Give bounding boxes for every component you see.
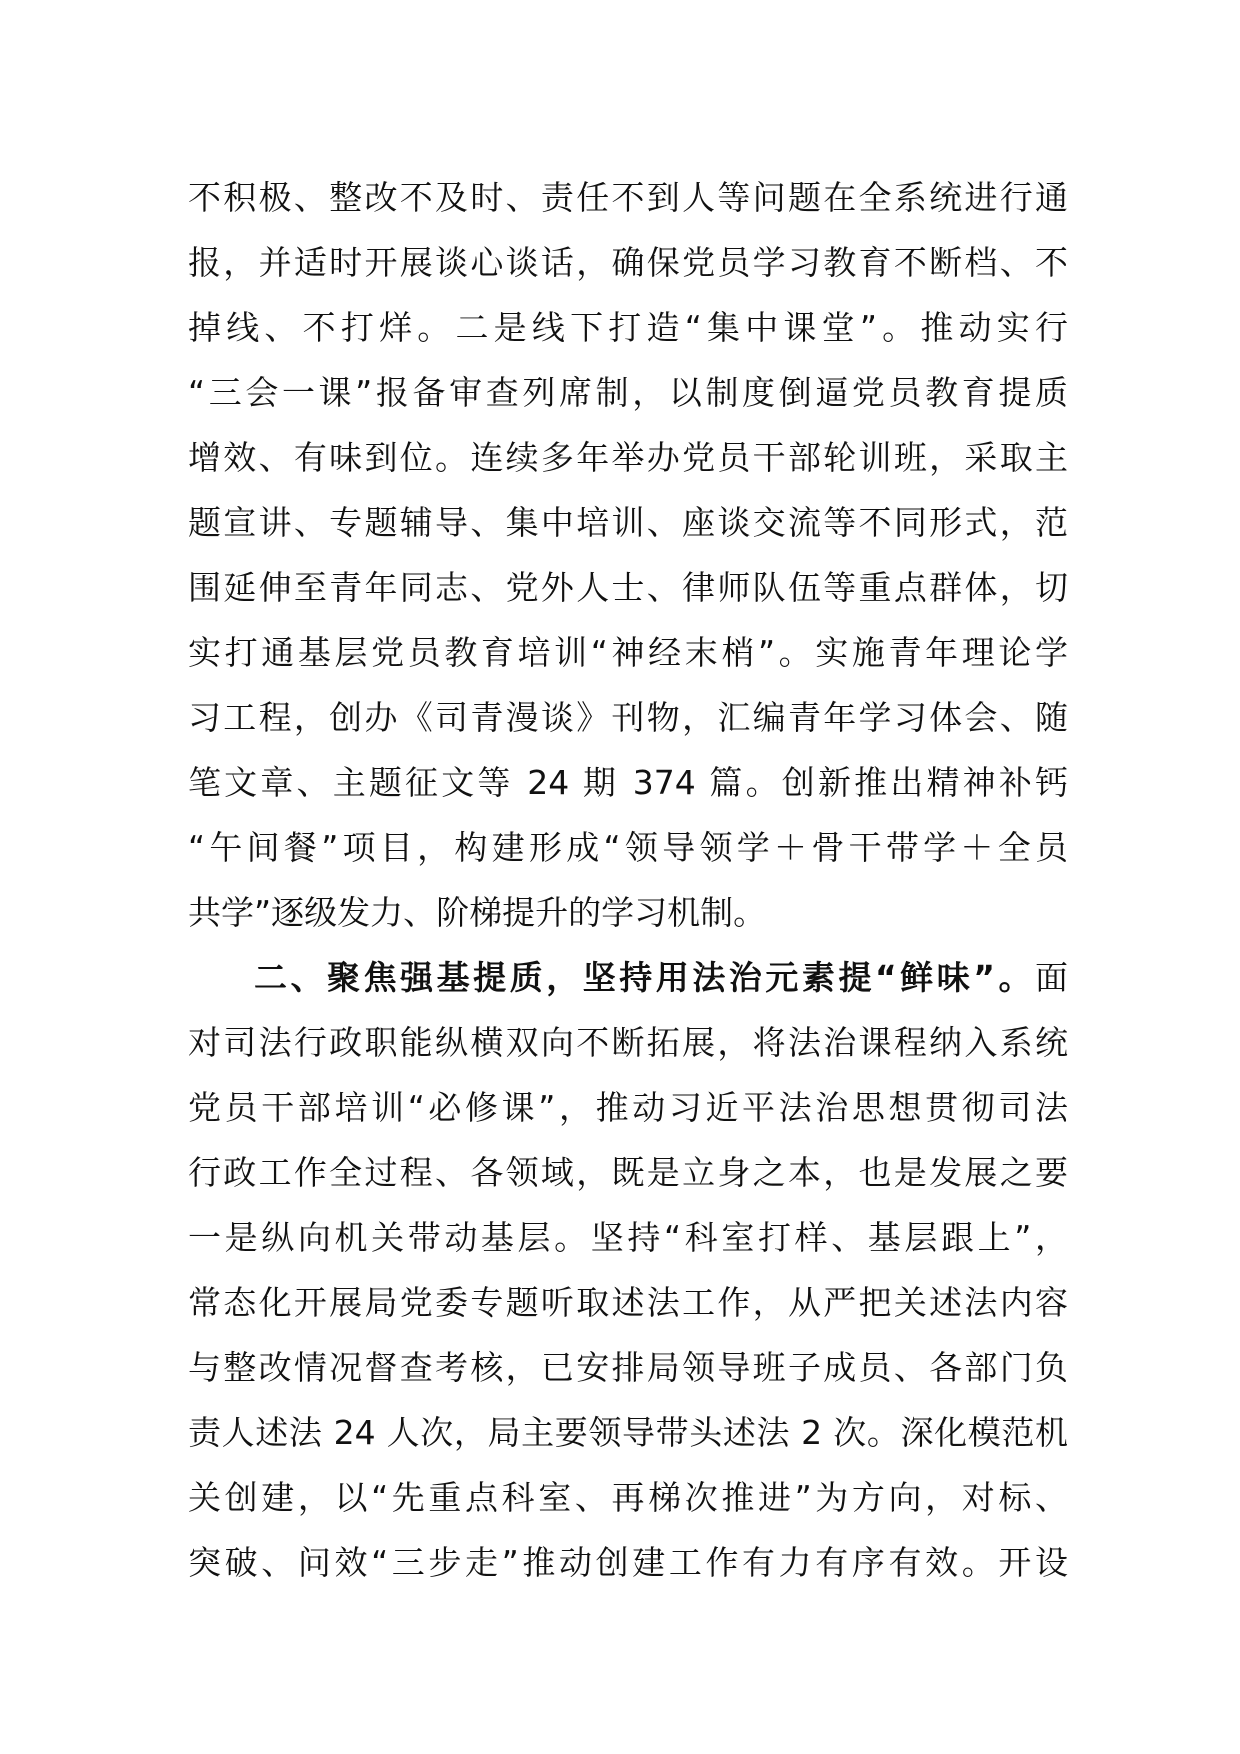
paragraph-line: 笔文章、主题征文等 24 期 374 篇。创新推出精神补钙: [188, 763, 1068, 802]
section-heading-line: [188, 945, 1068, 1010]
paragraph-line: “午间餐”项目，构建形成“领导领学＋骨干带学＋全员: [188, 828, 1068, 867]
paragraph-line: 常态化开展局党委专题听取述法工作，从严把关述法内容: [188, 1283, 1068, 1322]
paragraph-line: 习工程，创办《司青漫谈》刊物，汇编青年学习体会、随: [188, 698, 1068, 737]
paragraph-line: “三会一课”报备审查列席制，以制度倒逼党员教育提质: [188, 373, 1068, 412]
paragraph-line: 增效、有味到位。连续多年举办党员干部轮训班，采取主: [188, 438, 1068, 477]
paragraph-line: 责人述法 24 人次，局主要领导带头述法 2 次。深化模范机: [188, 1413, 1068, 1452]
paragraph-line: 共学”逐级发力、阶梯提升的学习机制。: [188, 893, 767, 932]
paragraph-line: 党员干部培训“必修课”，推动习近平法治思想贯彻司法: [188, 1088, 1068, 1127]
paragraph-line: 围延伸至青年同志、党外人士、律师队伍等重点群体，切: [188, 568, 1068, 607]
paragraph-line: 一是纵向机关带动基层。坚持“科室打样、基层跟上”，: [188, 1218, 1068, 1257]
paragraph-line: 行政工作全过程、各领域，既是立身之本，也是发展之要: [188, 1153, 1068, 1192]
body-text: [188, 165, 1068, 1595]
paragraph-line: 实打通基层党员教育培训“神经末梢”。实施青年理论学: [188, 633, 1068, 672]
paragraph-line: 报，并适时开展谈心谈话，确保党员学习教育不断档、不: [188, 243, 1068, 282]
paragraph-line: 对司法行政职能纵横双向不断拓展，将法治课程纳入系统: [188, 1023, 1068, 1062]
paragraph-line: 突破、问效“三步走”推动创建工作有力有序有效。开设: [188, 1543, 1068, 1582]
section-heading-tail: 面: [1035, 958, 1068, 997]
paragraph-line: 关创建，以“先重点科室、再梯次推进”为方向，对标、: [188, 1478, 1068, 1517]
paragraph-line: 不积极、整改不及时、责任不到人等问题在全系统进行通: [188, 178, 1068, 217]
paragraph-line: 掉线、不打烊。二是线下打造“集中课堂”。推动实行: [188, 308, 1068, 347]
paragraph-line: 题宣讲、专题辅导、集中培训、座谈交流等不同形式，范: [188, 503, 1068, 542]
section-heading: 二、聚焦强基提质，坚持用法治元素提“鲜味”。: [254, 958, 1035, 997]
paragraph-line: 与整改情况督查考核，已安排局领导班子成员、各部门负: [188, 1348, 1068, 1387]
